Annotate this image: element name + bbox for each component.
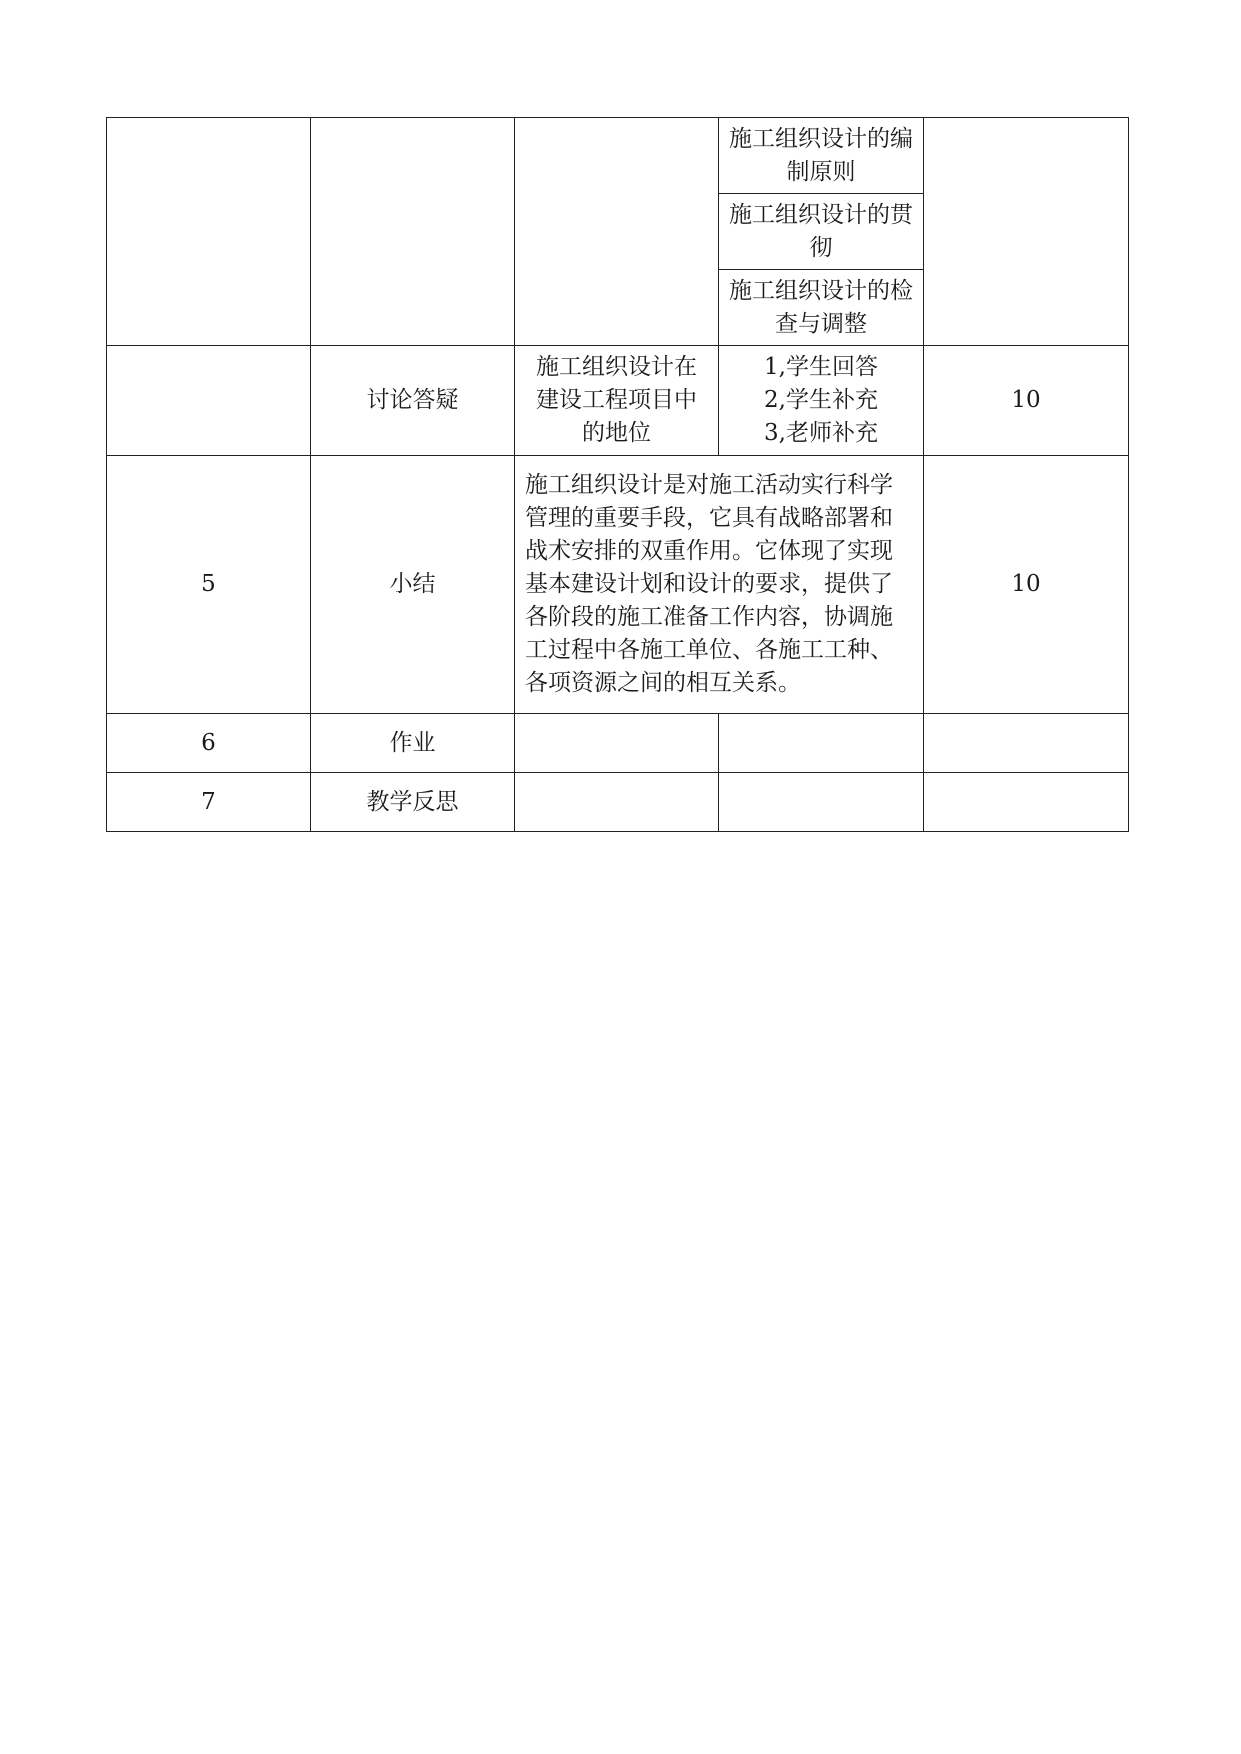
minutes-value: 10 bbox=[1011, 387, 1041, 413]
summary-content-cell bbox=[515, 456, 924, 714]
activity-item: 2,学生补充 bbox=[764, 387, 878, 413]
activities-list bbox=[719, 351, 923, 450]
empty-cell bbox=[515, 118, 719, 346]
empty-cell bbox=[107, 118, 311, 346]
minutes-cell bbox=[924, 456, 1129, 714]
table-row bbox=[107, 714, 1129, 773]
empty-cell bbox=[924, 714, 1129, 773]
empty-cell bbox=[924, 118, 1129, 346]
summary-text: 施工组织设计是对施工活动实行科学管理的重要手段，它具有战略部署和战术安排的双重作用。它体现了实现基本建设计划和设计的要求，提供了各阶段的施工准备工作内容，协调施工过程中各施工单位、各施工工种、各项资源之间的相互关系。 bbox=[525, 472, 893, 696]
step-label: 作业 bbox=[389, 729, 436, 756]
step-cell bbox=[311, 773, 515, 832]
number-cell bbox=[107, 773, 311, 832]
empty-cell bbox=[311, 118, 515, 346]
step-cell bbox=[311, 714, 515, 773]
table-row bbox=[107, 346, 1129, 456]
table-row bbox=[107, 118, 1129, 194]
number-cell bbox=[107, 456, 311, 714]
step-label: 教学反思 bbox=[366, 788, 459, 815]
activities-cell bbox=[719, 346, 924, 456]
row-number: 5 bbox=[201, 571, 216, 597]
empty-cell bbox=[107, 346, 311, 456]
step-label: 小结 bbox=[389, 571, 436, 597]
sub-item-cell bbox=[719, 270, 924, 346]
empty-cell bbox=[924, 773, 1129, 832]
empty-cell bbox=[515, 714, 719, 773]
row-number: 6 bbox=[201, 729, 216, 756]
step-label: 讨论答疑 bbox=[366, 387, 459, 413]
empty-cell bbox=[719, 714, 924, 773]
step-cell bbox=[311, 346, 515, 456]
number-cell bbox=[107, 714, 311, 773]
activity-item: 1,学生回答 bbox=[764, 354, 878, 380]
topic-text: 施工组织设计在建设工程项目中的地位 bbox=[536, 354, 697, 446]
row-number: 7 bbox=[201, 788, 216, 815]
minutes-value: 10 bbox=[1011, 571, 1041, 597]
topic-cell bbox=[515, 346, 719, 456]
table-row bbox=[107, 456, 1129, 714]
sub-item-text: 施工组织设计的编制原则 bbox=[729, 125, 913, 185]
sub-item-text: 施工组织设计的检查与调整 bbox=[729, 277, 913, 337]
activity-item: 3,老师补充 bbox=[764, 420, 878, 446]
table-row bbox=[107, 773, 1129, 832]
sub-item-cell bbox=[719, 118, 924, 194]
empty-cell bbox=[719, 773, 924, 832]
sub-item-cell bbox=[719, 194, 924, 270]
lesson-plan-table bbox=[106, 117, 1129, 832]
step-cell bbox=[311, 456, 515, 714]
minutes-cell bbox=[924, 346, 1129, 456]
sub-item-text: 施工组织设计的贯彻 bbox=[729, 201, 913, 261]
empty-cell bbox=[515, 773, 719, 832]
